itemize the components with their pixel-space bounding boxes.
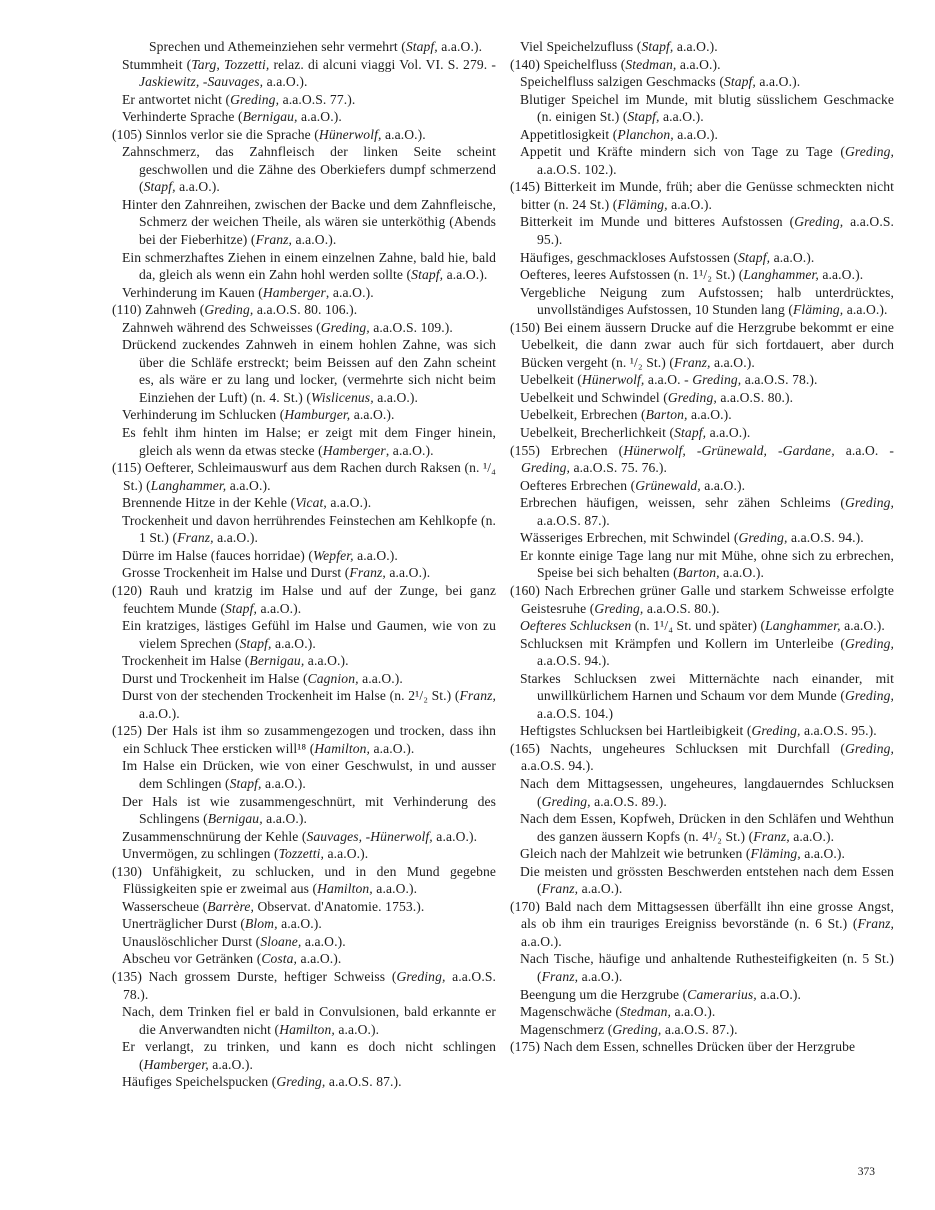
symptom-entry: Sprechen und Athemeinziehen sehr vermehrt (Stapf, a.a.O.). [149,39,483,54]
symptom-entry: Hinter den Zahnreihen, zwischen der Backe und dem Zahnfleische, Schmerz der weichen Theile, als wären sie unterköthig (Abends bei der Fieberhitze) (Franz, a.a.O.). [122,196,496,248]
symptom-entry: Viel Speichelzufluss (Stapf, a.a.O.). [520,39,718,54]
symptom-entry: Oefteres Schlucksen (n. 1¹/₄ St. und später) (Langhammer, a.a.O.). [520,618,885,634]
symptom-entry: Nach dem Essen, Kopfweh, Drücken in den Schläfen und Wehthun des ganzen äussern Kopfs (n. 4¹/₂ St.) (Franz, a.a.O.). [520,811,894,844]
symptom-entry: Appetit und Kräfte mindern sich von Tage zu Tage (Greding, a.a.O.S. 102.). [520,144,894,177]
symptom-entry: (145) Bitterkeit im Munde, früh; aber die Genüsse schmeckten nicht bitter (n. 24 St.) (Fläming, a.a.O.). [510,179,894,212]
symptom-entry: Bitterkeit im Munde und bitteres Aufstossen (Greding, a.a.O.S. 95.). [520,214,894,248]
symptom-entry: Zusammenschnürung der Kehle (Sauvages, -Hünerwolf, a.a.O.). [122,828,478,844]
symptom-entry: Appetitlosigkeit (Planchon, a.a.O.). [520,126,719,142]
symptom-entry: Magenschwäche (Stedman, a.a.O.). [520,1004,716,1020]
symptom-entry: Gleich nach der Mahlzeit wie betrunken (Fläming, a.a.O.). [520,846,846,862]
symptom-entry: Magenschmerz (Greding, a.a.O.S. 87.). [520,1021,738,1037]
symptom-entry: Dürre im Halse (fauces horridae) (Wepfer, a.a.O.). [122,547,398,563]
symptom-entry: Zahnweh während des Schweisses (Greding, a.a.O.S. 109.). [122,319,453,335]
symptom-entry: Durst und Trockenheit im Halse (Cagnion, a.a.O.). [122,670,403,686]
symptom-entry: (120) Rauh und kratzig im Halse und auf der Zunge, bei ganz feuchtem Munde (Stapf, a.a.O.). [112,582,496,616]
symptom-entry: Trockenheit und davon herrührendes Feinstechen am Kehlkopfe (n. 1 St.) (Franz, a.a.O.). [122,512,496,546]
symptom-entry: Häufiges, geschmackloses Aufstossen (Stapf, a.a.O.). [520,249,815,265]
symptom-entry: Er antwortet nicht (Greding, a.a.O.S. 77.). [122,91,356,107]
symptom-entry: Erbrechen häufigen, weissen, sehr zähen Schleims (Greding, a.a.O.S. 87.). [520,495,894,528]
symptom-entry: (140) Speichelfluss (Stedman, a.a.O.). [510,56,721,72]
symptom-entry: Häufiges Speichelspucken (Greding, a.a.O.S. 87.). [122,1074,402,1090]
symptom-entry: Beengung um die Herzgrube (Camerarius, a.a.O.). [520,986,802,1002]
symptom-entry: Ein kratziges, lästiges Gefühl im Halse und Gaumen, wie von zu vielem Sprechen (Stapf, a.a.O.). [122,618,496,651]
symptom-entry: Der Hals ist wie zusammengeschnürt, mit Verhinderung des Schlingens (Bernigau, a.a.O.). [122,793,496,827]
symptom-entry: Unauslöschlicher Durst (Sloane, a.a.O.). [122,933,346,949]
symptom-entry: Nach, dem Trinken fiel er bald in Convulsionen, bald erkannte er die Anverwandten nicht (Hamilton, a.a.O.). [122,1004,496,1037]
symptom-entry: Uebelkeit, Erbrechen (Barton, a.a.O.). [520,407,732,423]
symptom-entry: Er konnte einige Tage lang nur mit Mühe, ohne sich zu erbrechen, Speise bei sich behalten (Barton, a.a.O.). [520,547,894,581]
symptom-entry: Ein schmerzhaftes Ziehen in einem einzelnen Zahne, bald hie, bald da, gleich als wenn ein Zahn hohl werden sollte (Stapf, a.a.O.). [122,249,496,283]
symptom-entry: Verhinderte Sprache (Bernigau, a.a.O.). [122,109,342,125]
symptom-entry: Unvermögen, zu schlingen (Tozzetti, a.a.O.). [122,846,369,862]
text-column-right [510,38,894,1091]
symptom-entry: Heftigstes Schlucksen bei Hartleibigkeit (Greding, a.a.O.S. 95.). [520,723,877,739]
symptom-entry: (170) Bald nach dem Mittagsessen überfällt ihn eine grosse Angst, als ob ihm ein trauriges Ereigniss bevorstände (n. 6 St.) (Franz, a.a.O.). [510,898,894,949]
symptom-entry: Wässeriges Erbrechen, mit Schwindel (Greding, a.a.O.S. 94.). [520,530,864,546]
symptom-entry: Uebelkeit (Hünerwolf, a.a.O. - Greding, a.a.O.S. 78.). [520,372,818,388]
symptom-entry: Im Halse ein Drücken, wie von einer Geschwulst, in und ausser dem Schlingen (Stapf, a.a.O.). [122,758,496,791]
symptom-entry: Er verlangt, zu trinken, und kann es doch nicht schlingen (Hamberger, a.a.O.). [122,1039,496,1072]
symptom-entry: Zahnschmerz, das Zahnfleisch der linken Seite scheint geschwollen und die Zähne des Oberkiefers dumpf schmerzend (Stapf, a.a.O.). [122,144,496,195]
symptom-entry: Uebelkeit und Schwindel (Greding, a.a.O.S. 80.). [520,389,794,405]
symptom-entry: (115) Oefterer, Schleimauswurf aus dem Rachen durch Raksen (n. ¹/₄ St.) (Langhammer, a.a.O.). [112,460,496,493]
symptom-entry: Oefteres Erbrechen (Grünewald, a.a.O.). [520,477,746,493]
symptom-entry: (160) Nach Erbrechen grüner Galle und starkem Schweisse erfolgte Geistesruhe (Greding, a.a.O.S. 80.). [510,582,894,616]
text-column-left [112,38,496,1091]
symptom-entry: Die meisten und grössten Beschwerden entstehen nach dem Essen (Franz, a.a.O.). [520,863,894,897]
text-columns [112,38,894,1091]
symptom-entry: Durst von der stechenden Trockenheit im Halse (n. 2¹/₂ St.) (Franz, a.a.O.). [122,688,496,721]
symptom-entry: (105) Sinnlos verlor sie die Sprache (Hünerwolf, a.a.O.). [112,126,426,142]
symptom-entry: Unerträglicher Durst (Blom, a.a.O.). [122,916,322,932]
symptom-entry: Trockenheit im Halse (Bernigau, a.a.O.). [122,653,349,669]
symptom-entry: Starkes Schlucksen zwei Mitternächte nach einander, mit unwillkürlichem Harnen und Schaum vor dem Munde (Greding, a.a.O.S. 104.) [520,670,894,721]
symptom-entry: Grosse Trockenheit im Halse und Durst (Franz, a.a.O.). [122,565,431,581]
symptom-entry: (165) Nachts, ungeheures Schlucksen mit Durchfall (Greding, a.a.O.S. 94.). [510,740,894,774]
symptom-entry: Verhinderung im Kauen (Hamberger, a.a.O.). [122,284,374,300]
symptom-entry: (175) Nach dem Essen, schnelles Drücken über der Herzgrube [510,1039,856,1055]
symptom-entry: Uebelkeit, Brecherlichkeit (Stapf, a.a.O.). [520,425,751,441]
symptom-entry: (125) Der Hals ist ihm so zusammengezogen und trocken, dass ihn ein Schluck Thee ersticken will¹⁸ (Hamilton, a.a.O.). [112,723,496,756]
symptom-entry: (135) Nach grossem Durste, heftiger Schweiss (Greding, a.a.O.S. 78.). [112,968,496,1002]
symptom-entry: Abscheu vor Getränken (Costa, a.a.O.). [122,951,342,967]
page-number: 373 [857,1166,875,1178]
symptom-entry: Nach dem Mittagsessen, ungeheures, langdauerndes Schlucksen (Greding, a.a.O.S. 89.). [520,775,894,809]
symptom-entry: (150) Bei einem äussern Drucke auf die Herzgrube bekommt er eine Uebelkeit, die dann zwar auch für sich fortdauert, aber durch Bücken vergeht (n. ¹/₂ St.) (Franz, a.a.O.). [510,319,894,370]
symptom-entry: (155) Erbrechen (Hünerwolf, -Grünewald, -Gardane, a.a.O. - Greding, a.a.O.S. 75. 76.). [510,442,894,476]
symptom-entry: Schlucksen mit Krämpfen und Kollern im Unterleibe (Greding, a.a.O.S. 94.). [520,635,894,669]
symptom-entry: Oefteres, leeres Aufstossen (n. 1¹/₂ St.) (Langhammer, a.a.O.). [520,267,864,283]
symptom-entry: Es fehlt ihm hinten im Halse; er zeigt mit dem Finger hinein, gleich als wenn da etwas stecke (Hamberger, a.a.O.). [122,425,496,458]
symptom-entry: Brennende Hitze in der Kehle (Vicat, a.a.O.). [122,495,372,511]
symptom-entry: Drückend zuckendes Zahnweh in einem hohlen Zahne, was sich über die Schläfe erstreckt; beim Beissen auf den Zahn scheint es, als wäre er zu lang und locker, (vermehrte sich nicht beim Einziehen der Luft) (n. 4. St.) (Wislicenus, a.a.O.). [122,337,496,405]
symptom-entry: Verhinderung im Schlucken (Hamburger, a.a.O.). [122,407,395,423]
symptom-entry: Wasserscheue (Barrère, Observat. d'Anatomie. 1753.). [122,898,425,914]
symptom-entry: (130) Unfähigkeit, zu schlucken, und in den Mund gegebne Flüssigkeiten spie er zweimal aus (Hamilton, a.a.O.). [112,863,496,897]
symptom-entry: Stummheit (Targ, Tozzetti, relaz. di alcuni viaggi Vol. VI. S. 279. - Jaskiewitz, -Sauvages, a.a.O.). [122,56,496,90]
symptom-entry: Speichelfluss salzigen Geschmacks (Stapf, a.a.O.). [520,74,801,90]
symptom-entry: Vergebliche Neigung zum Aufstossen; halb unterdrücktes, unvollständiges Aufstossen, 10 Stunden lang (Fläming, a.a.O.). [520,284,894,318]
symptom-entry: (110) Zahnweh (Greding, a.a.O.S. 80. 106.). [112,302,358,318]
symptom-entry: Nach Tische, häufige und anhaltende Ruthesteifigkeiten (n. 5 St.) (Franz, a.a.O.). [520,951,894,984]
symptom-entry: Blutiger Speichel im Munde, mit blutig süsslichem Geschmacke (n. einigen St.) (Stapf, a.a.O.). [520,91,894,125]
